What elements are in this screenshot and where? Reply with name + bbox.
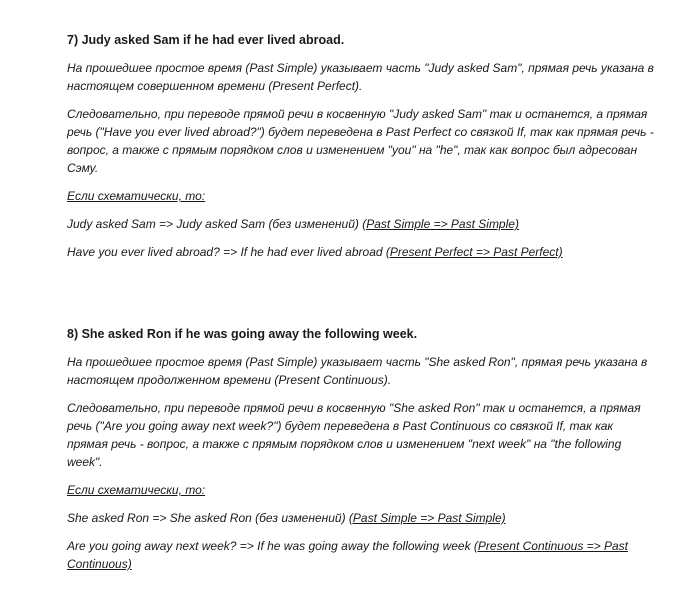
section-spacer xyxy=(67,271,657,325)
schema-line-2 xyxy=(67,537,657,573)
tense-change: (Past Simple => Past Simple) xyxy=(362,217,519,231)
schema-line-text: Have you ever lived abroad? => If he had ever lived abroad xyxy=(67,245,386,259)
document-page xyxy=(67,31,657,583)
tense-explanation-paragraph: На прошедшее простое время (Past Simple) указывает часть "She asked Ron", прямая речь указана в настоящем продолженном времени (Present Continuous). xyxy=(67,355,648,387)
tense-change: (Past Simple => Past Simple) xyxy=(348,511,506,525)
tense-change: (Present Perfect => Past Perfect) xyxy=(385,245,563,259)
schema-line-2 xyxy=(67,243,657,261)
tense-explanation-paragraph: На прошедшее простое время (Past Simple) указывает часть "Judy asked Sam", прямая речь указана в настоящем совершенном времени (Present Perfect). xyxy=(67,61,654,93)
conversion-explanation-paragraph: Следовательно, при переводе прямой речи в косвенную "She asked Ron" так и останется, а прямая речь ("Are you going away next week?") будет переведена в Past Continuous со связкой If, так как прямая речь - вопрос, а также с прямым порядком слов и изменением "next week" на "the following week". xyxy=(67,401,641,469)
tense-change: (Present Continuous => Past Continuous) xyxy=(67,539,629,571)
schema-line-1 xyxy=(67,215,657,233)
section-heading: 8) She asked Ron if he was going away the following week. xyxy=(67,327,418,341)
schema-label: Если схематически, то: xyxy=(67,483,206,497)
schema-line-text: She asked Ron => She asked Ron (без изменений) xyxy=(67,511,349,525)
section-8 xyxy=(67,325,657,573)
section-heading: 7) Judy asked Sam if he had ever lived abroad. xyxy=(67,33,345,47)
schema-line-1 xyxy=(67,509,657,527)
section-7 xyxy=(67,31,657,261)
schema-line-text: Are you going away next week? => If he was going away the following week xyxy=(67,539,474,553)
schema-line-text: Judy asked Sam => Judy asked Sam (без изменений) xyxy=(67,217,363,231)
conversion-explanation-paragraph: Следовательно, при переводе прямой речи в косвенную "Judy asked Sam" так и останется, а прямая речь ("Have you ever lived abroad?") будет переведена в Past Perfect со связкой If, так как прямая речь - вопрос, а также с прямым порядком слов и изменением "you" на "he", так как вопрос был адресован Сэму. xyxy=(67,107,654,175)
schema-label: Если схематически, то: xyxy=(67,189,206,203)
